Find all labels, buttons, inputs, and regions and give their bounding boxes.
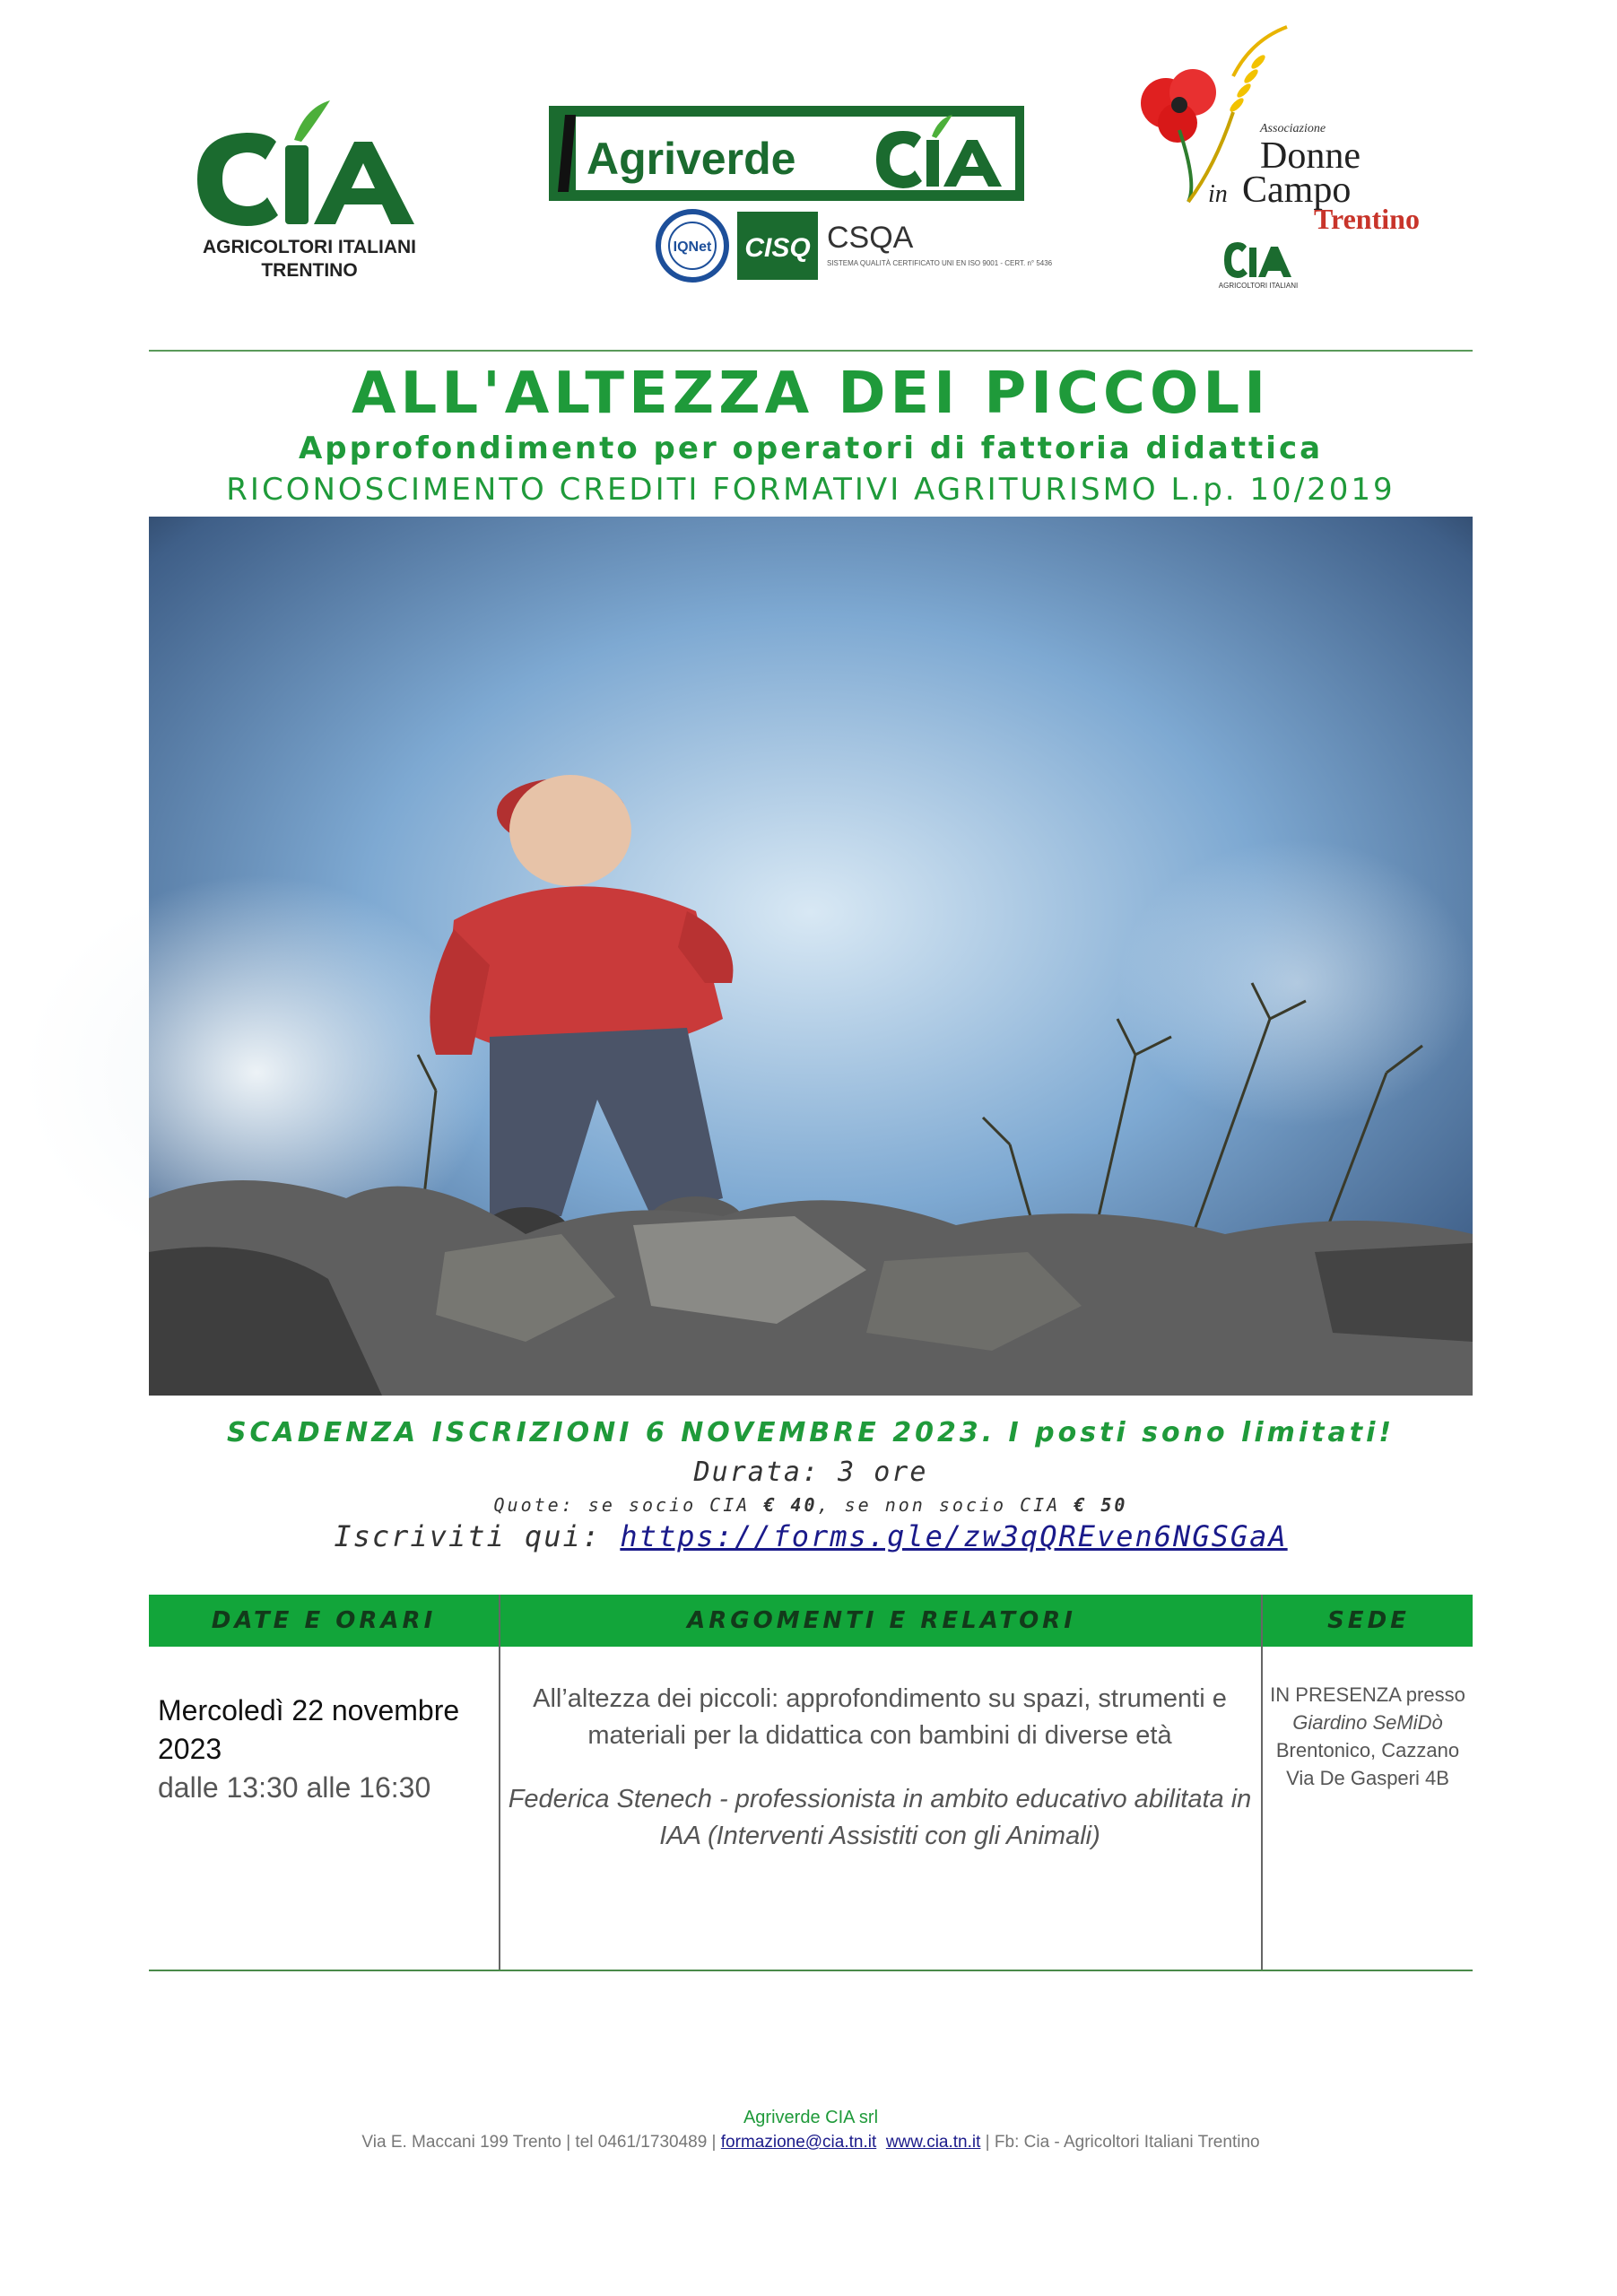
agriverde-logo — [549, 106, 1053, 285]
column-divider — [499, 1595, 500, 1971]
cia-logo-line1: AGRICOLTORI ITALIANI — [203, 237, 416, 257]
venue-name: Giardino SeMiDò — [1292, 1711, 1443, 1734]
register-label: Iscriviti qui: — [334, 1519, 602, 1553]
register-line — [149, 1519, 1473, 1553]
footer-fb: | Fb: Cia - Agricoltori Italiani Trentino — [980, 2133, 1260, 2152]
topic-cell — [508, 1681, 1252, 1855]
header-topics: ARGOMENTI E RELATORI — [687, 1607, 1076, 1634]
cia-logo-line2: TRENTINO — [261, 260, 358, 281]
speaker-text: Federica Stenech - professionista in ambito educativo abilitata in IAA (Interventi Assistiti con gli Animali) — [508, 1785, 1252, 1850]
csqa-note: SISTEMA QUALITÀ CERTIFICATO UNI EN ISO 9001 - CERT. n° 5436 — [827, 259, 1053, 267]
header-venue: SEDE — [1327, 1607, 1410, 1634]
donne-line3: Trentino — [1314, 203, 1420, 235]
donne-line2: Campo — [1242, 170, 1352, 211]
footer-website-link[interactable]: www.cia.tn.it — [885, 2133, 981, 2152]
venue-cell — [1265, 1681, 1471, 1792]
fee-info — [149, 1494, 1473, 1516]
footer-email-link[interactable]: formazione@cia.tn.it — [720, 2133, 877, 2152]
hero-photo — [149, 517, 1473, 1396]
page-subtitle: Approfondimento per operatori di fattoria didattica — [298, 430, 1324, 466]
donne-in: in — [1208, 180, 1228, 208]
fee-mid: , se non socio CIA — [817, 1494, 1074, 1516]
time-range: dalle 13:30 alle 16:30 — [158, 1771, 431, 1804]
table-bottom-rule — [149, 1970, 1473, 1971]
iqnet-mark: IQNet — [673, 239, 712, 255]
fee-member: € 40 — [763, 1494, 818, 1516]
page-title: ALL'ALTEZZA DEI PICCOLI — [352, 361, 1270, 427]
schedule-table-header — [149, 1595, 1473, 1647]
header-dates: DATE E ORARI — [211, 1607, 437, 1634]
fee-non-member: € 50 — [1074, 1494, 1128, 1516]
donne-mark-sub: AGRICOLTORI ITALIANI — [1218, 282, 1299, 290]
cisq-mark: CISQ — [744, 233, 811, 263]
top-divider — [149, 350, 1473, 352]
column-divider — [1261, 1595, 1263, 1971]
topic-text: All’altezza dei piccoli: approfondimento su spazi, strumenti e materiali per la didattica con bambini di diverse età — [533, 1684, 1227, 1750]
cia-logo — [179, 90, 439, 296]
csqa-mark: CSQA — [827, 221, 914, 255]
fee-prefix: Quote: se socio CIA — [493, 1494, 764, 1516]
course-duration: Durata: 3 ore — [693, 1457, 928, 1488]
donne-line1: Donne — [1260, 135, 1361, 177]
venue-mode: IN PRESENZA presso — [1270, 1683, 1465, 1706]
footer-contacts — [149, 2133, 1473, 2152]
agriverde-name: Agriverde — [587, 134, 796, 184]
registration-deadline: SCADENZA ISCRIZIONI 6 NOVEMBRE 2023. I posti sono limitati! — [226, 1417, 1395, 1448]
donne-assoc: Associazione — [1260, 122, 1326, 135]
venue-street: Via De Gasperi 4B — [1286, 1767, 1449, 1789]
venue-city: Brentonico, Cazzano — [1275, 1739, 1460, 1761]
date-line2: 2023 — [158, 1733, 222, 1765]
date-line1: Mercoledì 22 novembre — [158, 1694, 460, 1726]
date-cell — [158, 1692, 490, 1807]
donne-in-campo-logo — [1126, 22, 1439, 291]
register-link[interactable]: https://forms.gle/zw3qQREven6NGSGaA — [620, 1519, 1288, 1553]
footer-company: Agriverde CIA srl — [743, 2108, 879, 2127]
credits-subtitle: RICONOSCIMENTO CREDITI FORMATIVI AGRITURISMO L.p. 10/2019 — [226, 472, 1395, 508]
footer-address: Via E. Maccani 199 Trento | tel 0461/1730489 | — [361, 2133, 721, 2152]
